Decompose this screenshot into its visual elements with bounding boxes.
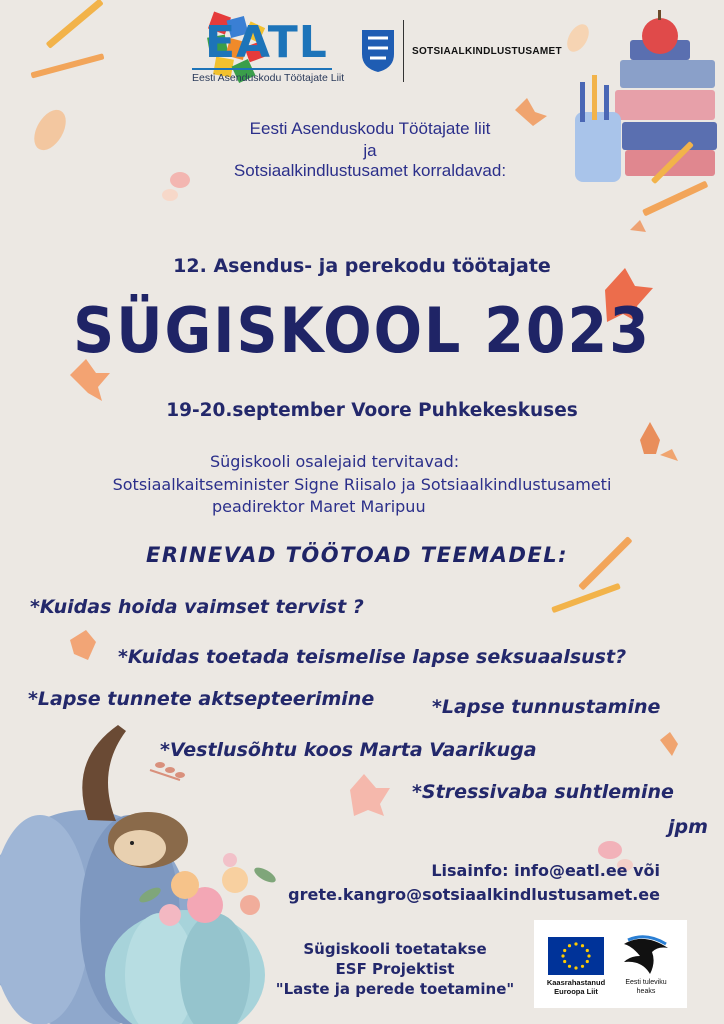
workshops-heading: ERINEVAD TÖÖTOAD TEEMADEL: bbox=[146, 543, 568, 567]
support-line-3: "Laste ja perede toetamine" bbox=[275, 980, 515, 998]
intro-line-3: Sotsiaalkindlustusamet korraldavad: bbox=[233, 161, 507, 180]
intro-line-1: Eesti Asenduskodu Töötajate liit bbox=[249, 119, 491, 138]
greeting-line-1: Sügiskooli osalejaid tervitavad: bbox=[210, 452, 460, 471]
eatl-logo-text: EATL bbox=[205, 17, 328, 68]
eu-flag-icon bbox=[548, 937, 604, 975]
workshop-item: jpm bbox=[668, 816, 708, 838]
workshop-item: *Stressivaba suhtlemine bbox=[412, 781, 674, 803]
event-subheading: 12. Asendus- ja perekodu töötajate bbox=[173, 255, 551, 277]
hedgehog-icon bbox=[108, 812, 188, 868]
contact-line-2: grete.kangro@sotsiaalkindlustusamet.ee bbox=[288, 885, 660, 904]
eatl-logo-subtitle: Eesti Asenduskodu Töötajate Liit bbox=[192, 72, 345, 84]
pencil-icon bbox=[30, 0, 104, 78]
support-line-1: Sügiskooli toetatakse bbox=[303, 940, 487, 958]
eatl-logo-underline bbox=[192, 68, 332, 70]
workshop-item: *Kuidas hoida vaimset tervist ? bbox=[30, 596, 364, 618]
coat-of-arms-icon bbox=[360, 28, 396, 74]
workshop-item: *Kuidas toetada teismelise lapse seksuaalsust? bbox=[118, 646, 627, 668]
support-line-2: ESF Projektist bbox=[335, 960, 455, 978]
eu-label: Kaasrahastanud Euroopa Liit bbox=[546, 978, 606, 996]
workshop-item: *Lapse tunnete aktsepteerimine bbox=[28, 688, 375, 710]
intro-line-2: ja bbox=[363, 141, 377, 160]
ee-label: Eesti tuleviku heaks bbox=[625, 979, 667, 995]
greeting-line-3: peadirektor Maret Maripuu bbox=[212, 497, 426, 516]
logo-divider bbox=[403, 20, 404, 82]
estonia-swallow-icon bbox=[622, 934, 670, 976]
books-apple-icon bbox=[575, 10, 717, 216]
workshop-item: *Vestlusõhtu koos Marta Vaarikuga bbox=[160, 739, 537, 761]
event-dates: 19-20.september Voore Puhkekeskuses bbox=[166, 400, 578, 421]
contact-line-1: Lisainfo: info@eatl.ee või bbox=[431, 861, 660, 880]
event-title: SÜGISKOOL 2023 bbox=[73, 294, 651, 368]
workshop-item: *Lapse tunnustamine bbox=[432, 696, 661, 718]
sk-logo-text: SOTSIAALKINDLUSTUSAMET bbox=[412, 46, 562, 57]
greeting-line-2: Sotsiaalkaitseminister Signe Riisalo ja Sotsiaalkindlustusameti bbox=[112, 475, 612, 494]
